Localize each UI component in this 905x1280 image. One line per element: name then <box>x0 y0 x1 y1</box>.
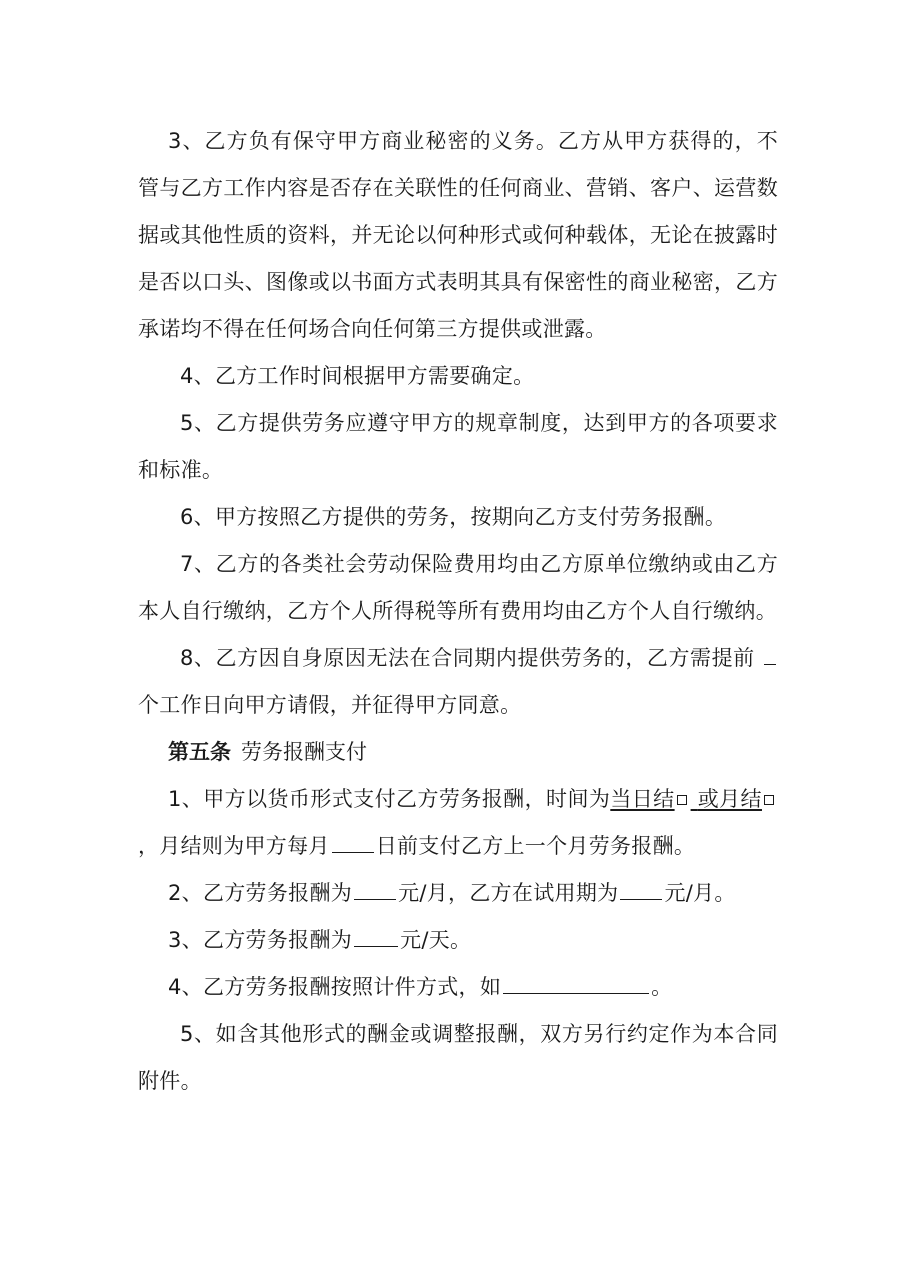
payment-3-text-a: 3、乙方劳务报酬为 <box>168 928 353 952</box>
payment-2-text-b: 元/月，乙方在试用期为 <box>398 881 619 905</box>
payment-clause-4 <box>138 964 778 1011</box>
payment-4-text-a: 4、乙方劳务报酬按照计件方式，如 <box>168 975 502 999</box>
payment-2-text-a: 2、乙方劳务报酬为 <box>168 881 353 905</box>
payment-clause-3 <box>138 917 778 964</box>
payment-1-text-before: 1、甲方以货币形式支付乙方劳务报酬，时间为 <box>168 787 611 811</box>
fill-blank-probation-pay <box>620 881 662 900</box>
clause-5: 5、乙方提供劳务应遵守甲方的规章制度，达到甲方的各项要求和标准。 <box>138 411 778 482</box>
payment-4-text-b: 。 <box>651 975 673 999</box>
fill-blank-days <box>764 646 776 665</box>
fill-blank-monthly-pay <box>354 881 396 900</box>
option-daily-label: 当日结 <box>610 787 675 811</box>
option-daily-checkbox-icon[interactable] <box>677 795 687 805</box>
clause-7: 7、乙方的各类社会劳动保险费用均由乙方原单位缴纳或由乙方本人自行缴纳，乙方个人所得税等所有费用均由乙方个人自行缴纳。 <box>138 552 778 623</box>
payment-1-text-after: ，月结则为甲方每月 <box>138 834 330 858</box>
option-monthly-label: 或月结 <box>697 787 762 811</box>
option-monthly-checkbox-icon[interactable] <box>764 795 774 805</box>
document-page <box>138 118 778 1105</box>
section-number: 第五条 <box>168 740 231 764</box>
payment-2-text-c: 元/月。 <box>664 881 736 905</box>
payment-3-text-b: 元/天。 <box>400 928 472 952</box>
fill-blank-day-of-month <box>332 834 374 853</box>
clause-8-text-before: 8、乙方因自身原因无法在合同期内提供劳务的，乙方需提前 <box>180 646 755 670</box>
payment-clause-2 <box>138 870 778 917</box>
clause-6: 6、甲方按照乙方提供的劳务，按期向乙方支付劳务报酬。 <box>180 505 727 529</box>
clause-8-text-after: 个工作日向甲方请假，并征得甲方同意。 <box>138 693 522 717</box>
payment-options <box>610 787 778 811</box>
section-title: 劳务报酬支付 <box>241 740 367 764</box>
fill-blank-piecework <box>503 975 649 994</box>
fill-blank-daily-pay <box>354 928 398 947</box>
payment-clause-1 <box>138 776 778 870</box>
clause-3: 3、乙方负有保守甲方商业秘密的义务。乙方从甲方获得的，不管与乙方工作内容是否存在关联性的任何商业、营销、客户、运营数据或其他性质的资料，并无论以何种形式或何种载体，无论在披露时是否以口头、图像或以书面方式表明其具有保密性的商业秘密，乙方承诺均不得在任何场合向任何第三方提供或泄露。 <box>138 129 778 341</box>
payment-clause-5: 5、如含其他形式的酬金或调整报酬，双方另行约定作为本合同附件。 <box>138 1022 778 1093</box>
clause-4: 4、乙方工作时间根据甲方需要确定。 <box>180 364 535 388</box>
payment-1-text-end: 日前支付乙方上一个月劳务报酬。 <box>375 834 696 858</box>
clause-8 <box>138 635 778 729</box>
section-heading <box>138 729 778 776</box>
